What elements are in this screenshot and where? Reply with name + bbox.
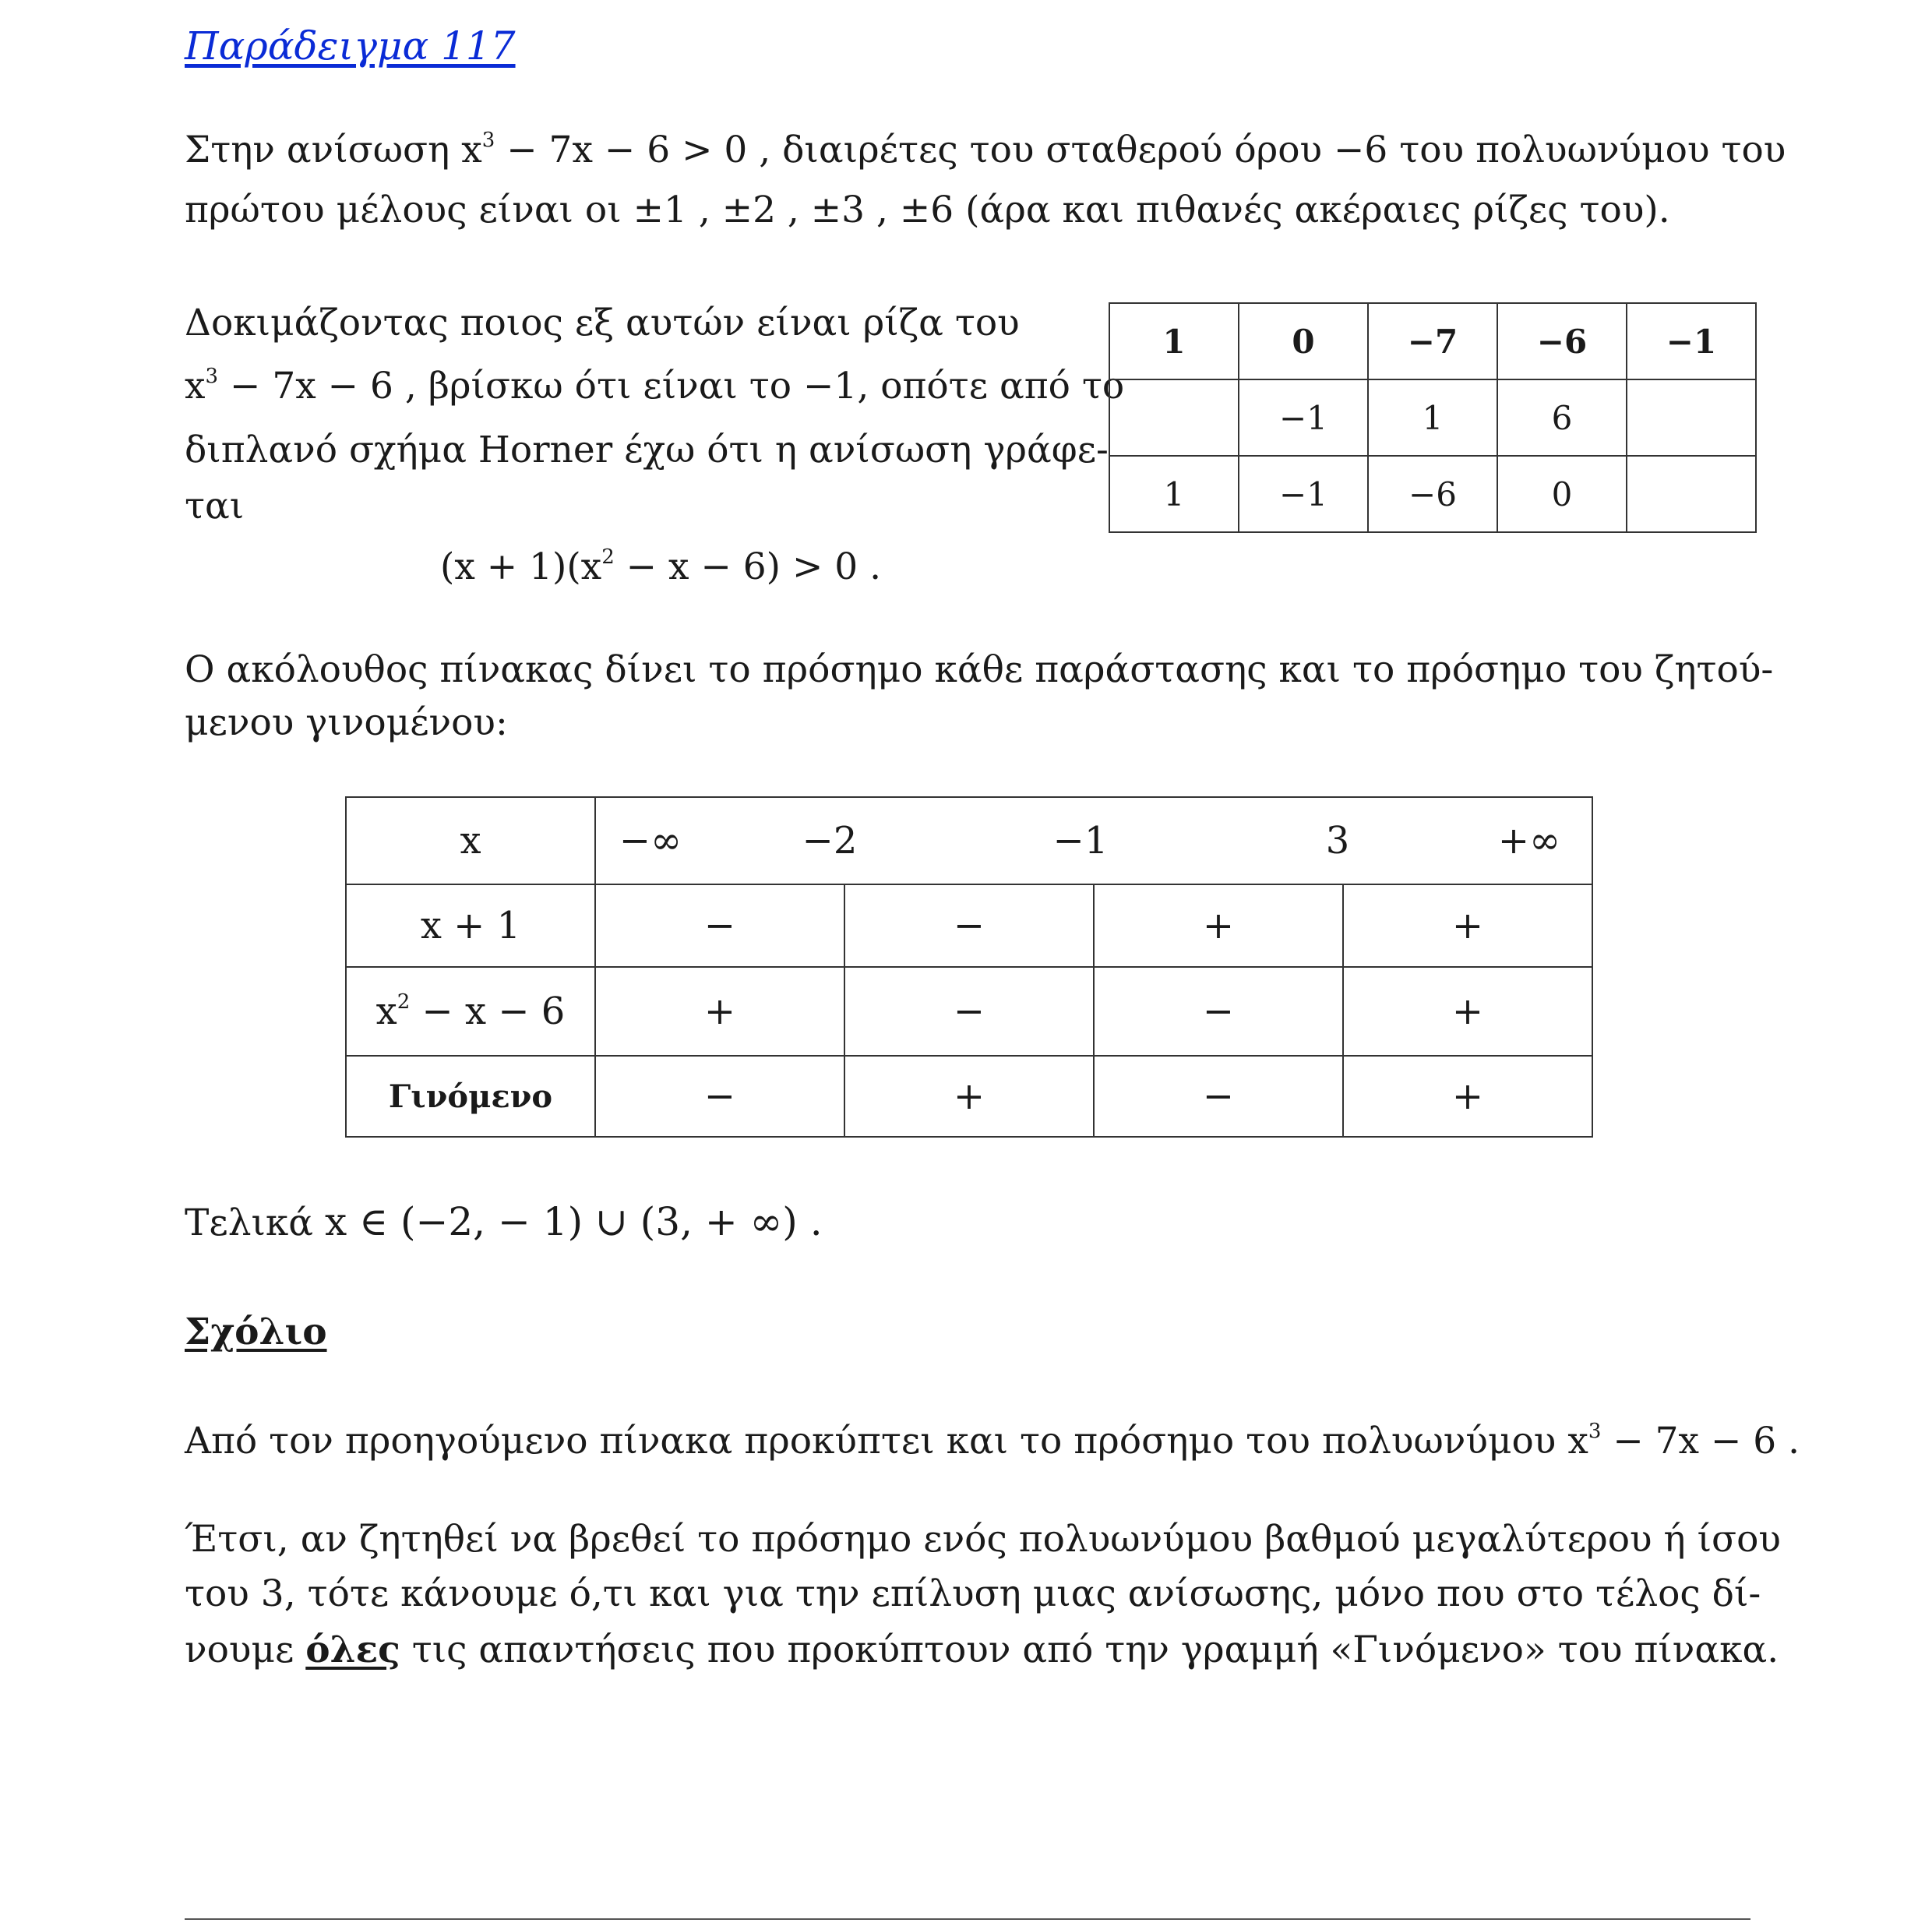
row-label: Γινόμενο xyxy=(346,1056,595,1137)
horner-cell: 1 xyxy=(1109,303,1239,379)
footer-divider xyxy=(185,1918,1750,1920)
horner-text-line-2: $x^3 - 7x - 6$ , βρίσκω ότι είναι το −1, οπότε από το xyxy=(185,365,1125,408)
horner-text-line-1: Δοκιμάζοντας ποιος εξ αυτών είναι ρίζα του xyxy=(185,302,1020,344)
sign-cell: + xyxy=(1343,884,1592,967)
horner-row-3 xyxy=(1109,456,1756,532)
horner-cell: −1 xyxy=(1239,379,1368,456)
sign-cell: + xyxy=(595,967,844,1056)
inequality-math: $x^3 - 7x - 6 > 0$ xyxy=(461,129,748,171)
sign-cell: − xyxy=(1094,967,1343,1056)
horner-cell: 0 xyxy=(1239,303,1368,379)
horner-row-2 xyxy=(1109,379,1756,456)
comment-line-3: του 3, τότε κάνουμε ό,τι και για την επίλυση μιας ανίσωσης, μόνο που στο τέλος δί- xyxy=(185,1572,1761,1615)
sign-table-x-row xyxy=(346,797,1592,884)
horner-cell xyxy=(1109,379,1239,456)
horner-cell: 1 xyxy=(1109,456,1239,532)
horner-text-line-3: διπλανό σχήμα Horner έχω ότι η ανίσωση γράφε- xyxy=(185,429,1109,471)
horner-table xyxy=(1109,302,1757,533)
x-label: x xyxy=(346,797,595,884)
horner-cell: 1 xyxy=(1368,379,1497,456)
x-point: −∞ xyxy=(619,819,682,863)
sign-cell: − xyxy=(844,884,1094,967)
signs-intro-line-1: Ο ακόλουθος πίνακας δίνει το πρόσημο κάθε παράστασης και το πρόσημο του ζητού- xyxy=(185,648,1774,691)
horner-cell: 6 xyxy=(1497,379,1627,456)
x-point: 3 xyxy=(1325,819,1350,863)
sign-row-quadratic xyxy=(346,967,1592,1056)
sign-cell: − xyxy=(595,1056,844,1137)
sign-cell: + xyxy=(1343,967,1592,1056)
horner-cell xyxy=(1627,456,1756,532)
row-label: x + 1 xyxy=(346,884,595,967)
horner-cell: −1 xyxy=(1627,303,1756,379)
sign-cell: + xyxy=(1094,884,1343,967)
sign-row-x-plus-1 xyxy=(346,884,1592,967)
factored-inequality: $(x + 1)(x^2 - x - 6) > 0$ . xyxy=(440,545,882,588)
horner-header-row xyxy=(1109,303,1756,379)
horner-cell: −6 xyxy=(1497,303,1627,379)
emphasis-all: όλες xyxy=(305,1628,400,1671)
comment-line-2: Έτσι, αν ζητηθεί να βρεθεί το πρόσημο ενός πολυωνύμου βαθμού μεγαλύτερου ή ίσου xyxy=(185,1518,1781,1561)
intro-line-2: πρώτου μέλους είναι οι ±1 , ±2 , ±3 , ±6 (άρα και πιθανές ακέραιες ρίζες του). xyxy=(185,189,1670,231)
example-title-link[interactable]: Παράδειγμα 117 xyxy=(185,23,516,69)
sign-cell: + xyxy=(844,1056,1094,1137)
x-points-cell xyxy=(595,797,1592,884)
sign-row-product xyxy=(346,1056,1592,1137)
horner-cell: −1 xyxy=(1239,456,1368,532)
row-label: $x^2 - x - 6$ xyxy=(346,967,595,1056)
horner-cell xyxy=(1627,379,1756,456)
comment-heading: Σχόλιο xyxy=(185,1311,327,1353)
sign-cell: − xyxy=(1094,1056,1343,1137)
horner-cell: −6 xyxy=(1368,456,1497,532)
horner-cell: 0 xyxy=(1497,456,1627,532)
comment-line-1: Από τον προηγούμενο πίνακα προκύπτει και το πρόσημο του πολυωνύμου $x^3 - 7x - 6$ . xyxy=(185,1420,1800,1462)
signs-intro-line-2: μενου γινομένου: xyxy=(185,701,508,744)
final-answer: Τελικά x ∈ (−2, − 1) ∪ (3, + ∞) . xyxy=(185,1199,823,1244)
x-point: +∞ xyxy=(1497,819,1561,863)
x-point: −1 xyxy=(1052,819,1109,863)
sign-cell: − xyxy=(844,967,1094,1056)
comment-line-4: νουμε όλες τις απαντήσεις που προκύπτουν από την γραμμή «Γινόμενο» του πίνακα. xyxy=(185,1628,1779,1671)
sign-table xyxy=(345,796,1593,1138)
sign-cell: − xyxy=(595,884,844,967)
sign-cell: + xyxy=(1343,1056,1592,1137)
horner-cell: −7 xyxy=(1368,303,1497,379)
horner-text-line-4: ται xyxy=(185,485,245,527)
x-point: −2 xyxy=(802,819,858,863)
intro-line-1: Στην ανίσωση $x^3 - 7x - 6 > 0$ , διαιρέτες του σταθερού όρου −6 του πολυωνύμου του xyxy=(185,129,1786,171)
